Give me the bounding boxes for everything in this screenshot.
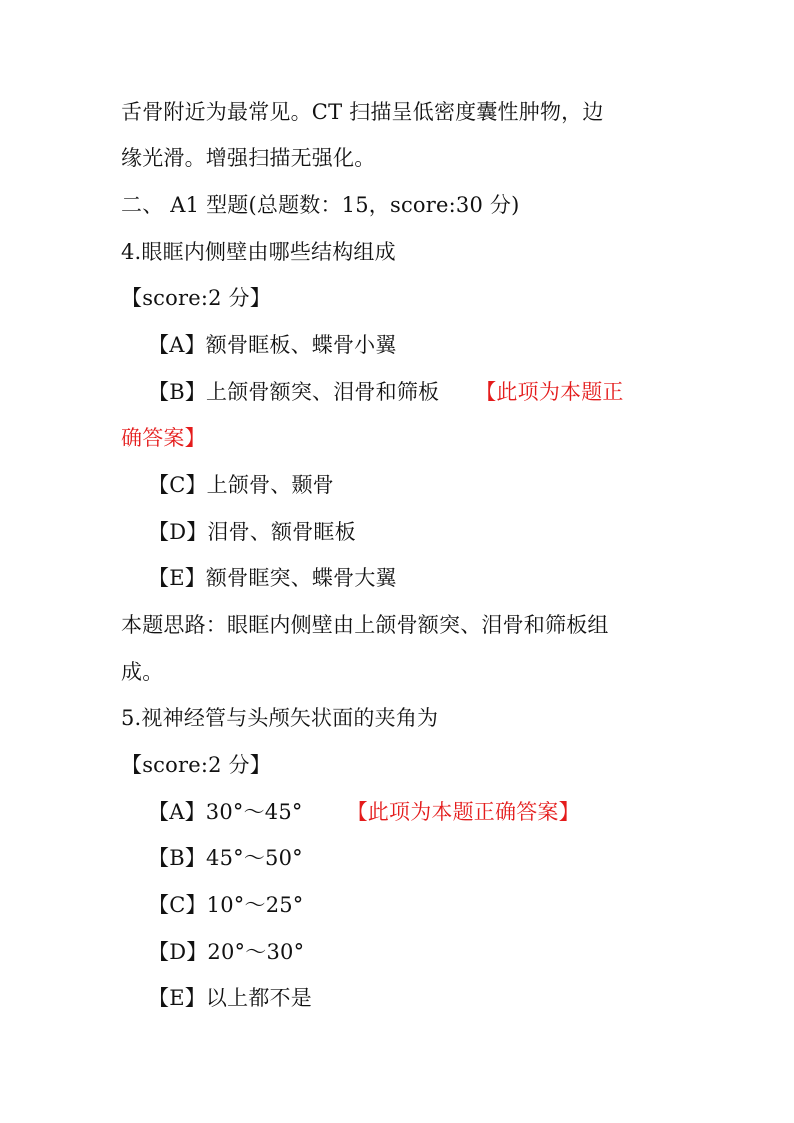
- question-4-stem: 4.眼眶内侧壁由哪些结构组成: [121, 240, 396, 264]
- question-5-option-e: 【E】以上都不是: [148, 986, 312, 1010]
- question-5-score: 【score:2 分】: [121, 753, 271, 777]
- correct-answer-badge: 【此项为本题正: [475, 380, 624, 404]
- correct-answer-badge-continued: 确答案】: [121, 426, 206, 450]
- intro-line-1: 舌骨附近为最常见。CT 扫描呈低密度囊性肿物，边: [121, 100, 604, 124]
- question-5-option-a: 【A】30°～45°: [148, 800, 303, 824]
- question-5-option-c: 【C】10°～25°: [148, 893, 304, 917]
- correct-answer-badge: 【此项为本题正确答案】: [346, 800, 580, 824]
- question-4-explanation-line-1: 本题思路：眼眶内侧壁由上颌骨额突、泪骨和筛板组: [121, 613, 609, 637]
- question-4-option-e: 【E】额骨眶突、蝶骨大翼: [148, 566, 397, 590]
- question-4-option-a: 【A】额骨眶板、蝶骨小翼: [148, 333, 397, 357]
- question-5-stem: 5.视神经管与头颅矢状面的夹角为: [121, 706, 439, 730]
- question-4-option-b: 【B】上颌骨额突、泪骨和筛板: [148, 380, 440, 404]
- question-5-option-b: 【B】45°～50°: [148, 846, 303, 870]
- question-5-option-d: 【D】20°～30°: [148, 940, 305, 964]
- question-4-option-c: 【C】上颌骨、颞骨: [148, 473, 334, 497]
- question-4-score: 【score:2 分】: [121, 286, 271, 310]
- section-heading: 二、 A1 型题(总题数：15，score:30 分): [121, 193, 520, 217]
- intro-line-2: 缘光滑。增强扫描无强化。: [121, 146, 376, 170]
- question-4-explanation-line-2: 成。: [121, 660, 164, 684]
- question-4-option-b-row: [148, 378, 708, 406]
- question-4-option-d: 【D】泪骨、额骨眶板: [148, 520, 356, 544]
- question-5-option-a-row: [148, 798, 708, 826]
